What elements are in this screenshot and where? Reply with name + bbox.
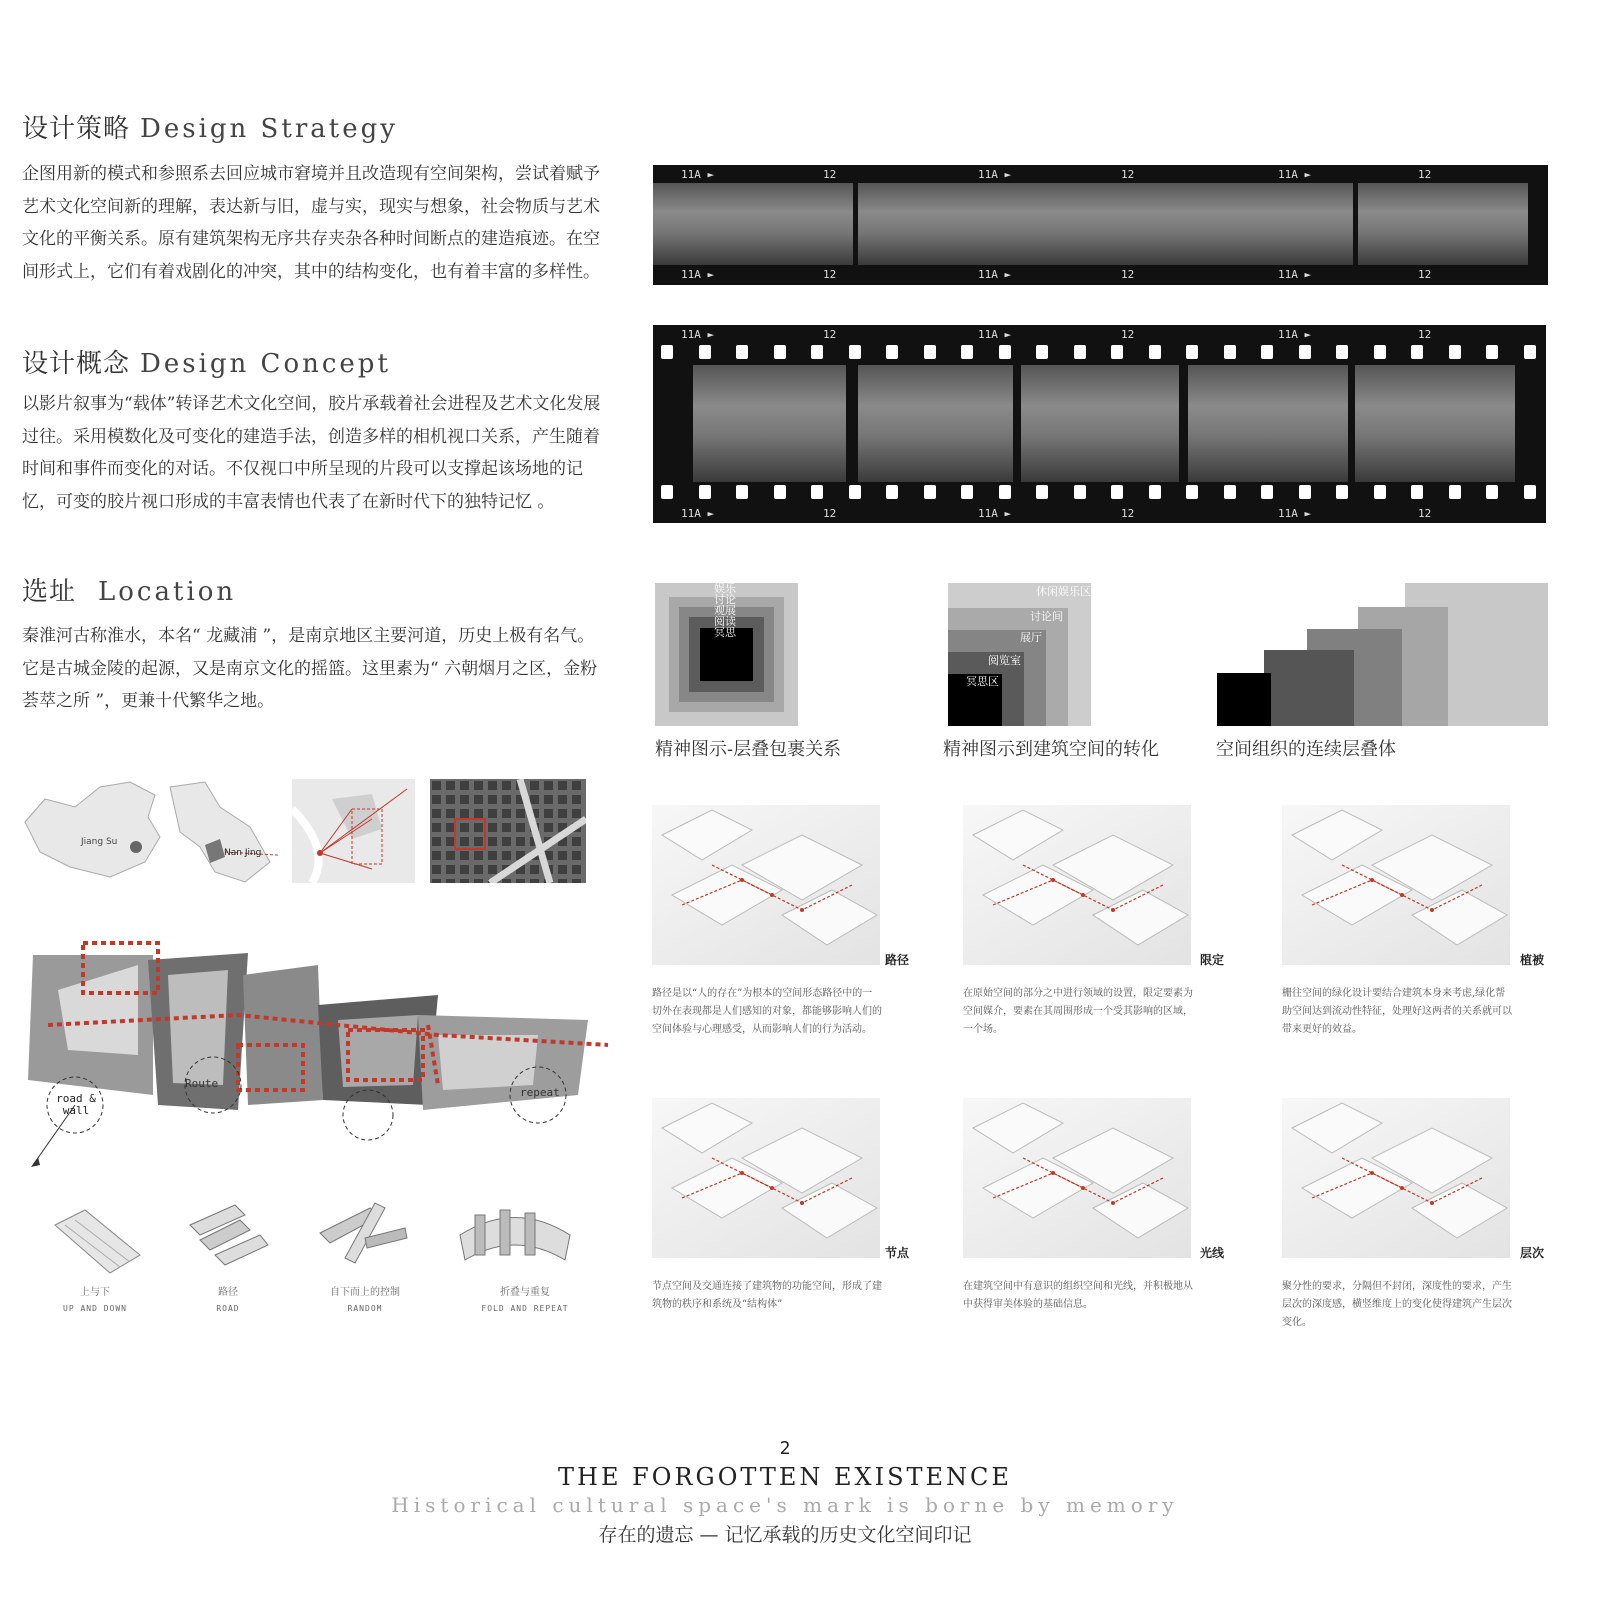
film-code: 12 (823, 328, 837, 341)
strategy-text: 企图用新的模式和参照系去回应城市窘境并且改造现有空间架构，尝试着赋予艺术文化空间新的理解，表达新与旧，虚与实，现实与想象，社会物质与艺术文化的平衡关系。原有建筑架构无序共存夹杂各种时间断点的建造痕迹。在空间形式上，它们有着戏剧化的冲突，其中的结构变化，也有着丰富的多样性。 (22, 164, 600, 282)
sprocket-hole (1336, 345, 1348, 359)
sprocket-hole (1149, 345, 1161, 359)
film-code: 11A ► (681, 268, 715, 281)
film-code: 12 (1121, 168, 1135, 181)
film-code: 11A ► (681, 328, 715, 341)
sprocket-hole (924, 485, 936, 499)
axon-tag: 层次 (1520, 1246, 1545, 1260)
collage-label-road-wall: road & wall (56, 1092, 96, 1117)
sprocket-hole (661, 485, 673, 499)
film-code: 12 (823, 168, 837, 181)
sprocket-hole (886, 345, 898, 359)
location-heading: 选址 Location (22, 577, 237, 607)
axon-tag: 光线 (1200, 1246, 1225, 1260)
d1-label: 讨论 (714, 593, 736, 606)
film-code: 12 (1418, 168, 1432, 181)
sprocket-hole (1261, 485, 1273, 499)
d1-label: 阅读 (714, 615, 736, 628)
sprocket-hole (1224, 345, 1236, 359)
sprocket-hole (999, 485, 1011, 499)
sprocket-hole (811, 485, 823, 499)
d1-label: 冥思 (714, 626, 736, 639)
film-code: 12 (1418, 268, 1432, 281)
film-strip-top (653, 165, 1548, 285)
film-code: 12 (823, 507, 837, 520)
sprocket-hole (1374, 485, 1386, 499)
film-code: 12 (1121, 507, 1135, 520)
sprocket-hole (1036, 485, 1048, 499)
sprocket-hole (1224, 485, 1236, 499)
film-strip-bottom (653, 325, 1546, 523)
film-frame (1023, 183, 1188, 265)
location-text: 秦淮河古称淮水，本名“ 龙藏浦 ”，是南京地区主要河道，历史上极有名气。它是古城金陵的起源，又是南京文化的摇篮。这里素为“ 六朝烟月之区，金粉荟萃之所 ”，更兼十代繁华之地。 (22, 626, 598, 711)
collage-diagram (18, 935, 618, 1170)
sprocket-hole (699, 485, 711, 499)
film-frame (653, 183, 853, 265)
film-code: 12 (1121, 328, 1135, 341)
d2-label: 展厅 (1020, 631, 1042, 644)
axon-tag: 路径 (885, 953, 910, 967)
sprocket-hole (699, 345, 711, 359)
page-subtitle-cn: 存在的遗忘 — 记忆承载的历史文化空间印记 (598, 1524, 972, 1546)
icon-label-fold-repeat: 折叠与重复 FOLD AND REPEAT (481, 1287, 569, 1313)
film-frame (1188, 183, 1353, 265)
sprocket-hole (999, 345, 1011, 359)
film-frame (1355, 365, 1515, 482)
film-code: 11A ► (1278, 507, 1312, 520)
film-code: 12 (1418, 507, 1432, 520)
site-map-diagram (292, 779, 415, 883)
d1-label: 娱乐 (714, 582, 736, 595)
concept-text: 以影片叙事为“载体”转译艺术文化空间，胶片承载着社会进程及艺术文化发展过往。采用模数化及可变化的建造手法，创造多样的相机视口关系，产生随着时间和事件而变化的对话。不仅视口中所呈现的片段可以支撑起该场地的记忆，可变的胶片视口形成的丰富表情也代表了在新时代下的独特记忆 。 (22, 394, 601, 512)
axon-diagram (1282, 1098, 1510, 1258)
fold-repeat-icon (455, 1205, 575, 1280)
sprocket-hole (1299, 485, 1311, 499)
film-frame (693, 365, 846, 482)
sprocket-hole (1111, 485, 1123, 499)
sprocket-hole (1374, 345, 1386, 359)
sprocket-hole (886, 485, 898, 499)
corner-squares-diagram (948, 583, 1091, 726)
sprocket-hole (736, 345, 748, 359)
random-icon (315, 1198, 410, 1278)
sprocket-hole (774, 485, 786, 499)
aerial-photo (430, 779, 586, 883)
film-frame (1188, 365, 1348, 482)
film-code: 11A ► (978, 507, 1012, 520)
axon-description: 聚分性的要求，分隔但不封闭，深度性的要求，产生层次的深度感，横竖维度上的变化使得建筑产生层次变化。 (1282, 1281, 1512, 1328)
road-icon (180, 1200, 275, 1280)
collage-label-repeat: repeat (520, 1086, 560, 1099)
axon-diagram (652, 805, 880, 965)
jiangsu-map (170, 782, 270, 882)
axon-description: 在建筑空间中有意识的组织空间和光线，并积极地从中获得审美体验的基础信息。 (963, 1281, 1193, 1310)
axon-description: 节点空间及交通连接了建筑物的功能空间，形成了建筑物的秩序和系统及“结构体” (652, 1281, 882, 1310)
axon-diagram (963, 805, 1191, 965)
d3-caption: 空间组织的连续层叠体 (1216, 739, 1396, 760)
film-frame (1021, 365, 1179, 482)
sprocket-hole (961, 345, 973, 359)
icon-label-random: 自下而上的控制 RANDOM (330, 1287, 400, 1313)
sprocket-hole (1411, 345, 1423, 359)
sprocket-hole (1186, 485, 1198, 499)
sprocket-hole (1074, 345, 1086, 359)
location-maps (20, 777, 280, 887)
sprocket-hole (924, 345, 936, 359)
film-code: 11A ► (1278, 328, 1312, 341)
axon-tag: 节点 (885, 1246, 910, 1260)
sprocket-hole (1149, 485, 1161, 499)
page-number: 2 (779, 1438, 791, 1459)
film-code: 12 (1121, 268, 1135, 281)
film-code: 11A ► (1278, 168, 1312, 181)
sprocket-hole (661, 345, 673, 359)
film-code: 11A ► (978, 268, 1012, 281)
film-code: 12 (823, 268, 837, 281)
sprocket-hole (736, 485, 748, 499)
axon-tag: 限定 (1200, 953, 1225, 967)
concept-heading: 设计概念 Design Concept (22, 349, 391, 379)
axon-description: 栅往空间的绿化设计要结合建筑本身来考虑,绿化帮助空间达到流动性特征，处理好这两者的关系就可以带来更好的效益。 (1282, 988, 1512, 1035)
sprocket-hole (1486, 485, 1498, 499)
sprocket-hole (1449, 345, 1461, 359)
d2-label: 阅览室 (988, 654, 1021, 667)
strategy-heading: 设计策略 Design Strategy (22, 114, 398, 144)
sprocket-hole (849, 485, 861, 499)
film-code: 11A ► (681, 507, 715, 520)
d2-caption: 精神图示到建筑空间的转化 (943, 739, 1159, 760)
sprocket-hole (811, 345, 823, 359)
d1-label: 观展 (714, 604, 736, 617)
d2-label: 休闲娱乐区 (1036, 585, 1091, 598)
axon-tag: 植被 (1520, 953, 1545, 967)
nested-squares-diagram (655, 583, 798, 726)
sprocket-hole (1524, 485, 1536, 499)
map-label-jiangsu: Jiang Su (81, 837, 118, 847)
icon-label-road: 路径 ROAD (216, 1287, 240, 1313)
page-title: THE FORGOTTEN EXISTENCE (558, 1463, 1012, 1491)
stepped-diagram (1217, 583, 1548, 726)
film-frame (1358, 183, 1528, 265)
sprocket-hole (1036, 345, 1048, 359)
sprocket-hole (774, 345, 786, 359)
sprocket-hole (1261, 345, 1273, 359)
sprocket-hole (1074, 485, 1086, 499)
sprocket-hole (1449, 485, 1461, 499)
film-code: 11A ► (978, 328, 1012, 341)
sprocket-hole (849, 345, 861, 359)
sprocket-hole (1336, 485, 1348, 499)
sprocket-hole (1186, 345, 1198, 359)
axon-description: 路径是以“人的存在”为根本的空间形态路径中的一切外在表现都是人们感知的对象，都能够影响人们的空间体验与心理感受，从而影响人们的行为活动。 (652, 988, 882, 1035)
china-map (25, 782, 160, 877)
film-code: 11A ► (978, 168, 1012, 181)
film-code: 12 (1418, 328, 1432, 341)
film-code: 11A ► (681, 168, 715, 181)
page-subtitle: Historical cultural space's mark is borne by memory (391, 1493, 1179, 1517)
axon-diagram (1282, 805, 1510, 965)
d2-label: 冥思区 (966, 675, 999, 688)
collage-label-route: Route (185, 1077, 219, 1090)
up-down-icon (45, 1205, 145, 1280)
film-code: 11A ► (1278, 268, 1312, 281)
axon-description: 在原始空间的部分之中进行领域的设置，限定要素为空间媒介，要素在其周围形成一个受其影响的区域，一个场。 (963, 988, 1193, 1035)
axon-diagram (963, 1098, 1191, 1258)
sprocket-hole (961, 485, 973, 499)
sprocket-hole (1411, 485, 1423, 499)
sprocket-hole (1111, 345, 1123, 359)
film-frame (858, 365, 1013, 482)
axon-diagram (652, 1098, 880, 1258)
sprocket-hole (1299, 345, 1311, 359)
icon-label-up-down: 上与下 UP AND DOWN (63, 1287, 127, 1313)
sprocket-hole (1486, 345, 1498, 359)
d2-label: 讨论间 (1030, 610, 1063, 623)
d1-caption: 精神图示-层叠包裹关系 (655, 739, 842, 760)
map-label-nanjing: Nan Jing (224, 848, 262, 858)
sprocket-hole (1524, 345, 1536, 359)
film-frame (858, 183, 1023, 265)
